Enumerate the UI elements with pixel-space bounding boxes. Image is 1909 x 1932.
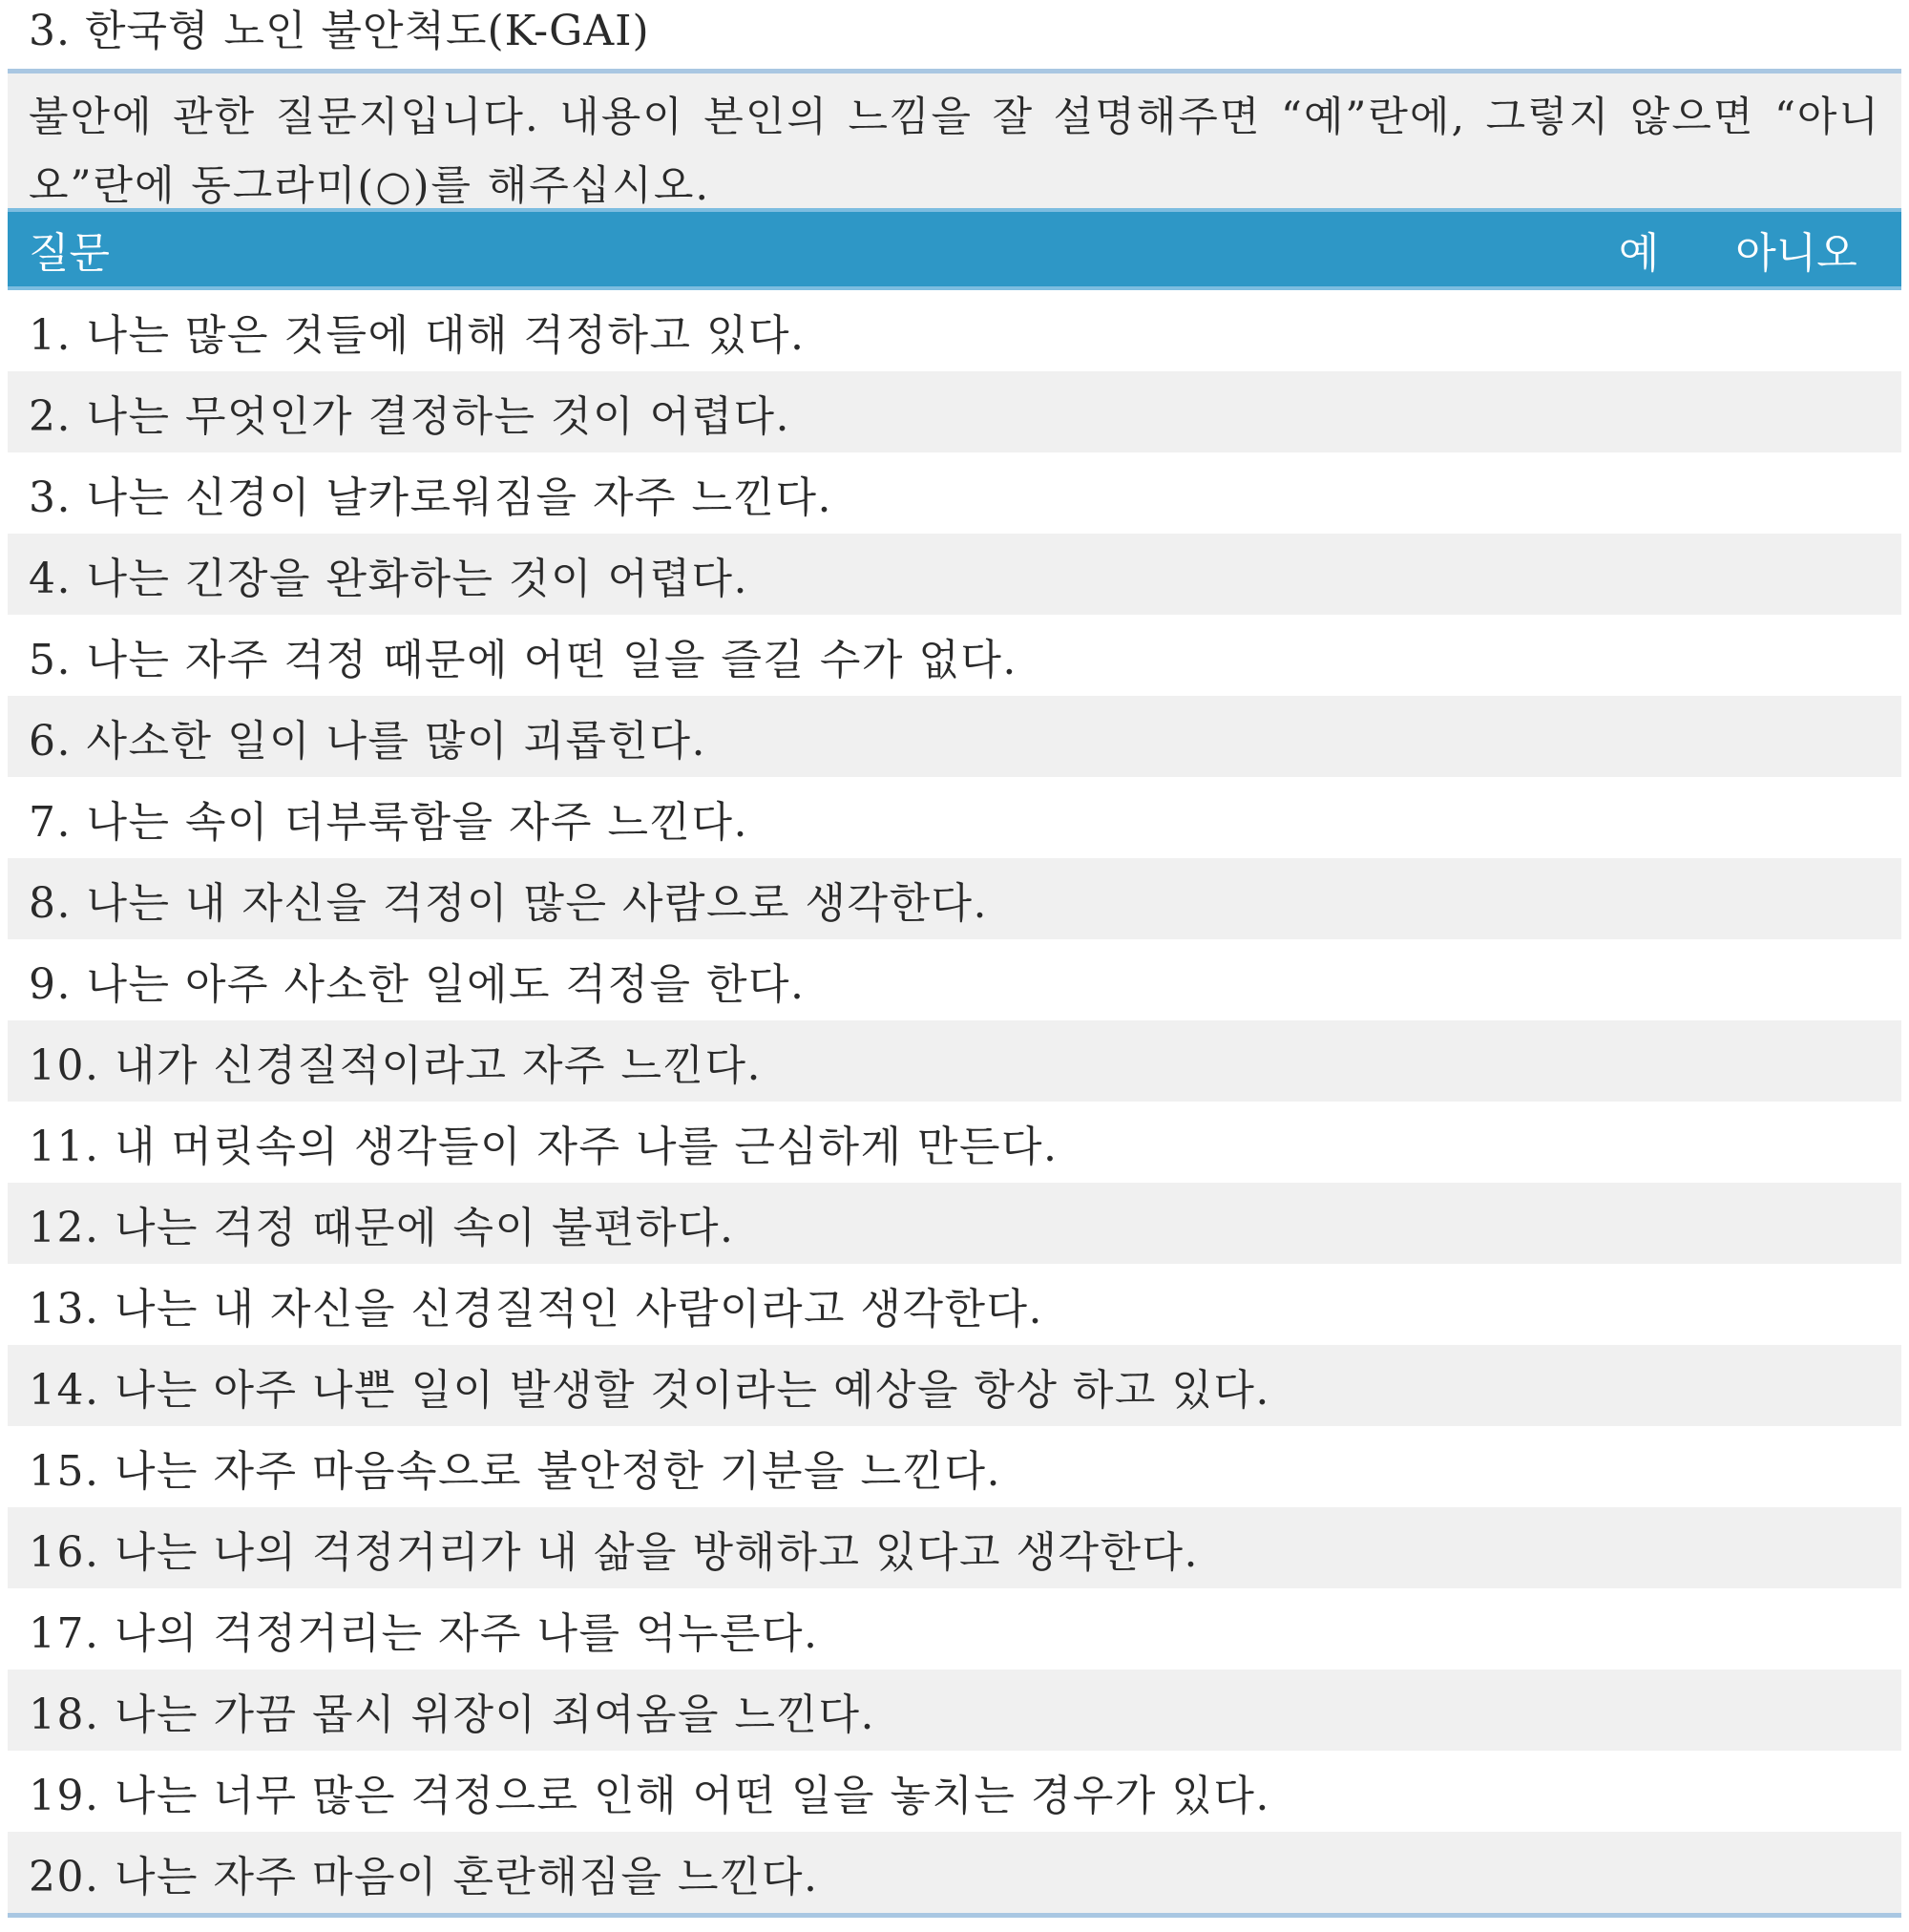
question-row [8,371,1901,452]
question-row [8,939,1901,1020]
question-text: 16. 나는 나의 걱정거리가 내 삶을 방해하고 있다고 생각한다. [29,1527,1199,1577]
question-row [8,696,1901,777]
question-text: 6. 사소한 일이 나를 많이 괴롭힌다. [29,716,706,766]
question-text: 10. 내가 신경질적이라고 자주 느낀다. [29,1040,762,1090]
question-text: 3. 나는 신경이 날카로워짐을 자주 느낀다. [29,472,832,522]
question-row [8,1020,1901,1102]
question-text: 7. 나는 속이 더부룩함을 자주 느낀다. [29,797,748,847]
question-list [8,290,1901,1913]
table-header [8,208,1901,290]
question-row [8,1751,1901,1832]
question-text: 12. 나는 걱정 때문에 속이 불편하다. [29,1203,735,1252]
question-row [8,1102,1901,1183]
question-text: 9. 나는 아주 사소한 일에도 걱정을 한다. [29,959,806,1009]
question-row [8,534,1901,615]
question-row [8,452,1901,534]
question-row [8,777,1901,858]
question-text: 4. 나는 긴장을 완화하는 것이 어렵다. [29,554,748,603]
question-text: 5. 나는 자주 걱정 때문에 어떤 일을 즐길 수가 없다. [29,635,1017,684]
question-text: 14. 나는 아주 나쁜 일이 발생할 것이라는 예상을 항상 하고 있다. [29,1365,1270,1415]
question-text: 19. 나는 너무 많은 걱정으로 인해 어떤 일을 놓치는 경우가 있다. [29,1771,1270,1820]
question-row [8,1264,1901,1345]
question-row [8,1183,1901,1264]
question-text: 20. 나는 자주 마음이 혼란해짐을 느낀다. [29,1852,819,1901]
question-text: 17. 나의 걱정거리는 자주 나를 억누른다. [29,1608,819,1658]
column-header-question: 질문 [29,229,111,278]
question-text: 1. 나는 많은 것들에 대해 걱정하고 있다. [29,310,806,360]
question-row [8,1345,1901,1426]
question-row [8,1832,1901,1913]
question-text: 18. 나는 가끔 몹시 위장이 죄여옴을 느낀다. [29,1690,875,1739]
question-row [8,615,1901,696]
question-row [8,290,1901,371]
question-row [8,1426,1901,1507]
question-row [8,858,1901,939]
question-text: 11. 내 머릿속의 생각들이 자주 나를 근심하게 만든다. [29,1122,1059,1171]
question-text: 13. 나는 내 자신을 신경질적인 사람이라고 생각한다. [29,1284,1043,1334]
question-row [8,1507,1901,1588]
question-text: 8. 나는 내 자신을 걱정이 많은 사람으로 생각한다. [29,878,988,928]
column-header-yes: 예 [1618,229,1660,278]
instructions-text: 불안에 관한 질문지입니다. 내용이 본인의 느낌을 잘 설명해주면 “예”란에, 그렇지 않으면 “아니오”란에 동그라미(○)를 해주십시오. [8,69,1901,208]
questionnaire-page [8,0,1901,1918]
question-row [8,1588,1901,1670]
table-bottom-rule [8,1913,1901,1918]
column-header-no: 아니오 [1735,229,1857,278]
question-row [8,1670,1901,1751]
section-title: 3. 한국형 노인 불안척도(K-GAI) [29,7,650,55]
question-text: 2. 나는 무엇인가 결정하는 것이 어렵다. [29,391,790,441]
question-text: 15. 나는 자주 마음속으로 불안정한 기분을 느낀다. [29,1446,1001,1496]
